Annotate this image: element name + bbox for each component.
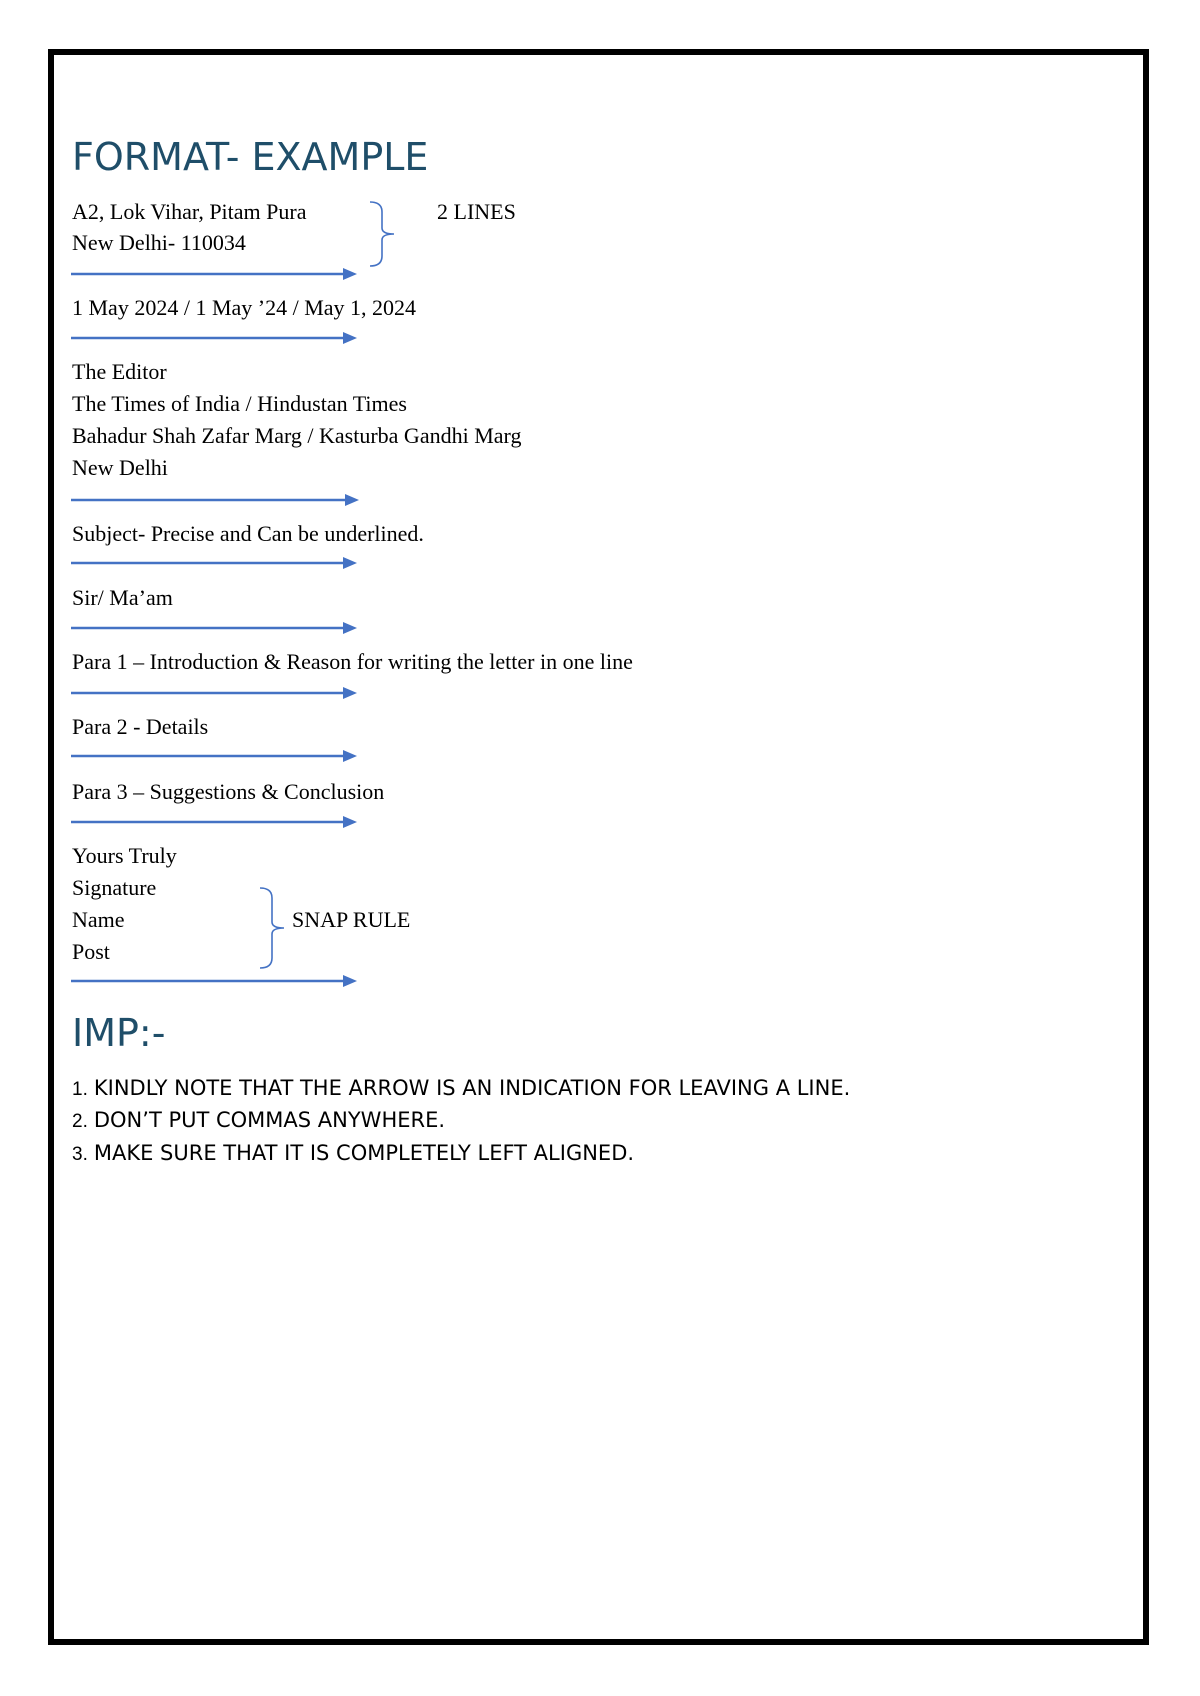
imp-item-text: DON’T PUT COMMAS ANYWHERE.	[93, 1108, 446, 1132]
closing-line-1: Yours Truly	[72, 843, 177, 868]
arrow-icon	[71, 330, 357, 346]
arrow-icon	[71, 620, 357, 636]
page-border	[48, 49, 1149, 1645]
imp-item-3	[72, 1137, 634, 1171]
receiver-line-3: Bahadur Shah Zafar Marg / Kasturba Gandhi Marg	[72, 423, 522, 448]
imp-item-2	[72, 1104, 445, 1138]
date-line: 1 May 2024 / 1 May ’24 / May 1, 2024	[72, 295, 417, 320]
arrow-icon	[71, 748, 357, 764]
arrow-icon	[71, 266, 357, 282]
closing-line-3: Name	[72, 907, 125, 932]
receiver-line-1: The Editor	[72, 359, 167, 384]
sender-address-line-1: A2, Lok Vihar, Pitam Pura	[72, 199, 307, 224]
receiver-line-2: The Times of India / Hindustan Times	[72, 391, 407, 416]
closing-line-2: Signature	[72, 875, 157, 900]
snap-rule-note: SNAP RULE	[292, 907, 411, 932]
right-curly-brace-icon	[368, 200, 398, 268]
para-1: Para 1 – Introduction & Reason for writing the letter in one line	[72, 649, 633, 674]
receiver-line-4: New Delhi	[72, 455, 168, 480]
imp-item-text: MAKE SURE THAT IT IS COMPLETELY LEFT ALIGNED.	[93, 1141, 635, 1165]
page-title: FORMAT- EXAMPLE	[72, 135, 429, 179]
imp-item-number: 2.	[72, 1111, 88, 1132]
imp-item-text: KINDLY NOTE THAT THE ARROW IS AN INDICATION FOR LEAVING A LINE.	[93, 1076, 851, 1100]
arrow-icon	[71, 492, 359, 508]
imp-item-number: 1.	[72, 1079, 88, 1100]
imp-heading: IMP:-	[72, 1011, 166, 1055]
right-curly-brace-icon	[258, 886, 288, 970]
arrow-icon	[71, 685, 357, 701]
arrow-icon	[71, 555, 357, 571]
subject-line: Subject- Precise and Can be underlined.	[72, 521, 424, 546]
arrow-icon	[71, 814, 357, 830]
salutation: Sir/ Ma’am	[72, 585, 173, 610]
closing-line-4: Post	[72, 939, 110, 964]
imp-item-number: 3.	[72, 1144, 88, 1165]
para-2: Para 2 - Details	[72, 714, 209, 739]
imp-item-1	[72, 1072, 850, 1106]
two-lines-note: 2 LINES	[437, 199, 516, 224]
para-3: Para 3 – Suggestions & Conclusion	[72, 779, 385, 804]
sender-address-line-2: New Delhi- 110034	[72, 230, 246, 255]
arrow-icon	[71, 973, 357, 989]
